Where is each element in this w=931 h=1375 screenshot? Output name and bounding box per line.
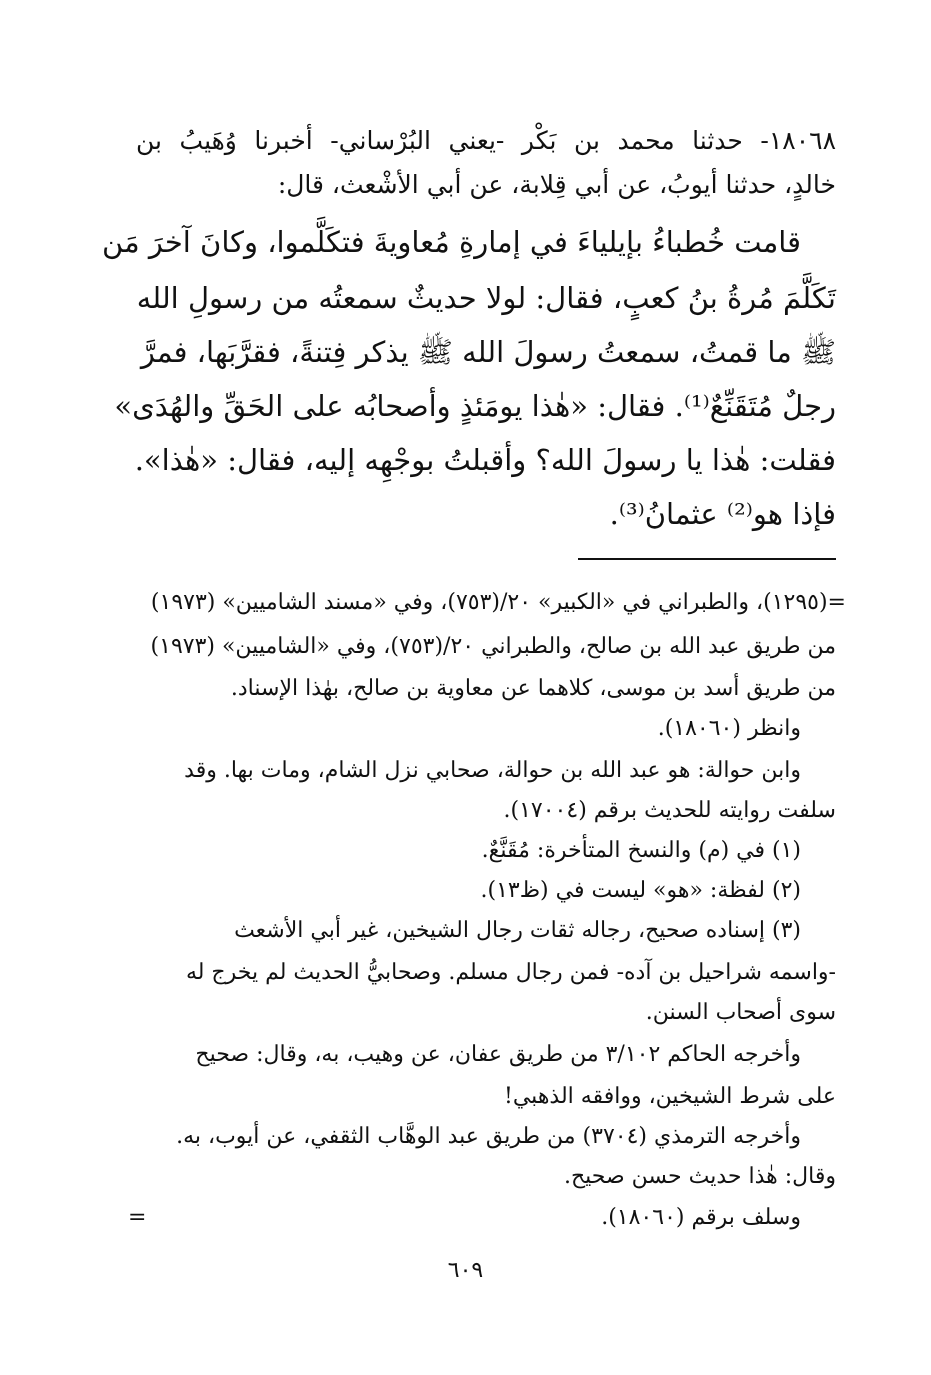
footnote-line-11: سوى أصحاب السنن. — [645, 1000, 836, 1025]
hadith-matn-line-2: تَكَلَّمَ مُرةُ بنُ كعبٍ، فقال: لولا حديثٌ سمعتُه من رسولِ الله — [136, 281, 836, 315]
footnote-line-14: وأخرجه الترمذي (٣٧٠٤) من طريق عبد الوهَّاب الثقفي، عن أيوب، به. — [176, 1124, 801, 1149]
hadith-matn-line-6: فإذا هو⁽²⁾ عثمانُ⁽³⁾. — [609, 497, 836, 531]
page-number: ٦٠٩ — [447, 1258, 484, 1283]
footnote-line-1: =(١٢٩٥)، والطبراني في «الكبير» ٢٠/(٧٥٣)، وفي «مسند الشاميين» (١٩٧٣) — [150, 590, 846, 615]
hadith-matn-line-3: ﷺ ما قمتُ، سمعتُ رسولَ الله ﷺ يذكر فِتنةً، فقرَّبَها، فمرَّ — [140, 335, 836, 369]
footnote-line-8: (٢) لفظة: «هو» ليست في (ظ١٣). — [480, 878, 801, 903]
footnote-line-15: وقال: هٰذا حديث حسن صحيح. — [563, 1164, 836, 1189]
footnote-line-3: من طريق أسد بن موسى، كلاهما عن معاوية بن صالح، بهٰذا الإسناد. — [230, 676, 836, 701]
footnote-line-6: سلفت روايته للحديث برقم (١٧٠٠٤). — [503, 798, 836, 823]
hadith-isnad-line-1: ١٨٠٦٨- حدثنا محمد بن بَكْر -يعني البُرْساني- أخبرنا وُهَيبُ بن — [136, 126, 836, 155]
hadith-matn-line-4: رجلٌ مُتَقَنِّعٌ⁽¹⁾. فقال: «هٰذا يومَئذٍ وأصحابُه على الحَقِّ والهُدَى» — [114, 389, 836, 423]
footnote-line-7: (١) في (م) والنسخ المتأخرة: مُقَنَّعٌ. — [481, 838, 801, 863]
hadith-isnad-line-2: خالدٍ، حدثنا أيوبُ، عن أبي قِلابة، عن أبي الأشْعث، قال: — [277, 170, 836, 199]
footnote-line-9: (٣) إسناده صحيح، رجاله ثقات رجال الشيخين، غير أبي الأشعث — [234, 918, 801, 943]
hadith-matn-line-1: قامت خُطباءُ بإيلياءَ في إمارةِ مُعاويةَ فتكَلَّموا، وكانَ آخرَ مَن — [102, 225, 801, 259]
footnote-line-2: من طريق عبد الله بن صالح، والطبراني ٢٠/(٧٥٣)، وفي «الشاميين» (١٩٧٣) — [150, 634, 836, 659]
footnote-line-16: وسلف برقم (١٨٠٦٠). — [601, 1205, 801, 1230]
footnote-line-13: على شرط الشيخين، ووافقه الذهبي! — [504, 1084, 836, 1109]
footnote-continuation-mark: = — [128, 1205, 147, 1230]
footnote-line-10: -واسمه شراحيل بن آده- فمن رجال مسلم. وصحابيُّ الحديث لم يخرج له — [185, 960, 836, 985]
footnote-line-5: وابن حوالة: هو عبد الله بن حوالة، صحابي نزل الشام، ومات بها. وقد — [184, 758, 801, 783]
footnote-separator — [578, 558, 836, 560]
footnote-line-12: وأخرجه الحاكم ٣/١٠٢ من طريق عفان، عن وهيب، به، وقال: صحيح — [195, 1042, 801, 1067]
hadith-matn-line-5: فقلت: هٰذا يا رسولَ الله؟ وأقبلتُ بوجْهِه إليه، فقال: «هٰذا». — [134, 443, 836, 477]
footnote-line-4: وانظر (١٨٠٦٠). — [657, 716, 801, 741]
